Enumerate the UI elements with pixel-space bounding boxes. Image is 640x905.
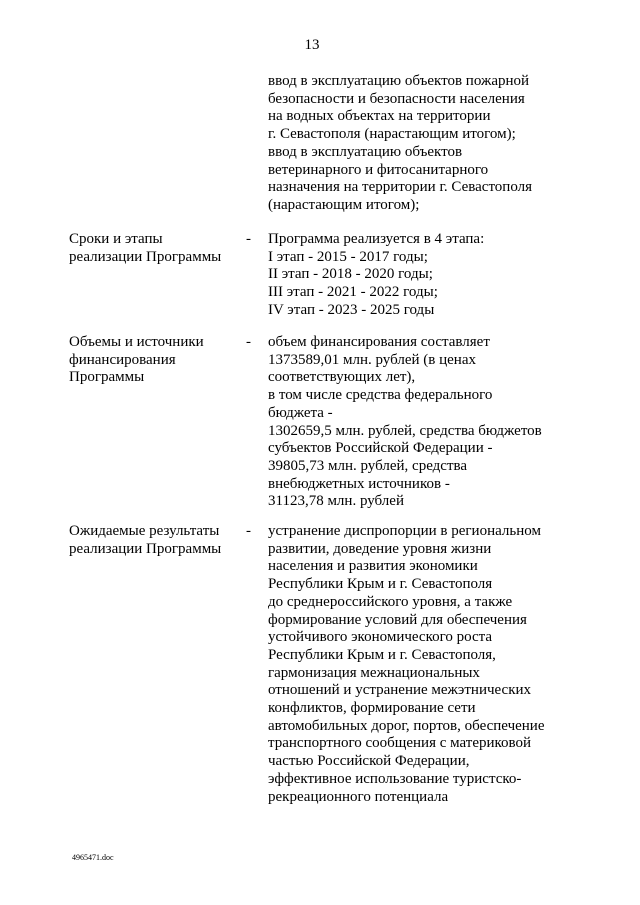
row-label: [69, 231, 244, 266]
value-line: эффективное использование туристско-: [268, 770, 522, 787]
label-line: Ожидаемые результаты: [69, 523, 220, 539]
value-line: соответствующих лет),: [268, 369, 416, 386]
text-line: г. Севастополя (нарастающим итогом);: [268, 126, 516, 143]
value-line: I этап - 2015 - 2017 годы;: [268, 248, 428, 265]
value-line: III этап - 2021 - 2022 годы;: [268, 284, 438, 301]
value-line: Республики Крым и г. Севастополя,: [268, 646, 496, 663]
value-line: объем финансирования составляет: [268, 334, 490, 350]
value-line: Республики Крым и г. Севастополя: [268, 576, 493, 593]
intro-continuation-text: [268, 73, 588, 215]
value-line: в том числе средства федерального: [268, 387, 493, 404]
value-line: Программа реализуется в 4 этапа:: [268, 231, 485, 247]
row-dash: -: [246, 523, 251, 539]
value-line: автомобильных дорог, портов, обеспечение: [268, 717, 545, 734]
row-dash: -: [246, 231, 251, 247]
label-line: финансирования: [69, 351, 176, 368]
value-line: до среднероссийского уровня, а также: [268, 593, 513, 610]
row-label: [69, 334, 244, 387]
label-line: Программы: [69, 369, 145, 386]
text-line: ввод в эксплуатацию объектов пожарной: [268, 73, 530, 89]
value-line: конфликтов, формирование сети: [268, 700, 476, 717]
row-dash: -: [246, 334, 251, 350]
value-line: устранение диспропорции в региональном: [268, 523, 541, 539]
text-line: ветеринарного и фитосанитарного: [268, 161, 489, 178]
value-line: развитии, доведение уровня жизни: [268, 540, 492, 557]
value-line: формирование условий для обеспечения: [268, 611, 527, 628]
value-line: бюджета -: [268, 404, 333, 421]
value-line: 1373589,01 млн. рублей (в ценах: [268, 351, 476, 368]
value-line: рекреационного потенциала: [268, 788, 449, 805]
document-file-id: 4965471.doc: [72, 853, 114, 862]
value-line: 39805,73 млн. рублей, средства: [268, 457, 468, 474]
value-line: транспортного сообщения с материковой: [268, 735, 532, 752]
label-line: реализации Программы: [69, 540, 222, 557]
text-line: (нарастающим итогом);: [268, 196, 420, 213]
value-line: субъектов Российской Федерации -: [268, 440, 493, 457]
page-number: 13: [304, 37, 320, 53]
row-label: [69, 523, 244, 558]
value-line: отношений и устранение межэтнических: [268, 682, 532, 699]
row-value: [268, 523, 598, 806]
value-line: частью Российской Федерации,: [268, 753, 470, 770]
label-line: Объемы и источники: [69, 334, 204, 350]
text-line: на водных объектах на территории: [268, 108, 491, 125]
value-line: 1302659,5 млн. рублей, средства бюджетов: [268, 422, 542, 439]
value-line: гармонизация межнациональных: [268, 664, 480, 681]
value-line: 31123,78 млн. рублей: [268, 493, 404, 510]
label-line: реализации Программы: [69, 248, 222, 265]
value-line: устойчивого экономического роста: [268, 629, 493, 646]
label-line: Сроки и этапы: [69, 231, 163, 247]
text-line: назначения на территории г. Севастополя: [268, 179, 533, 196]
value-line: IV этап - 2023 - 2025 годы: [268, 301, 435, 318]
value-line: внебюджетных источников -: [268, 475, 450, 492]
text-line: безопасности и безопасности населения: [268, 90, 525, 107]
row-value: [268, 231, 598, 320]
value-line: населения и развития экономики: [268, 558, 478, 575]
text-line: ввод в эксплуатацию объектов: [268, 143, 463, 160]
value-line: II этап - 2018 - 2020 годы;: [268, 266, 433, 283]
row-value: [268, 334, 598, 511]
